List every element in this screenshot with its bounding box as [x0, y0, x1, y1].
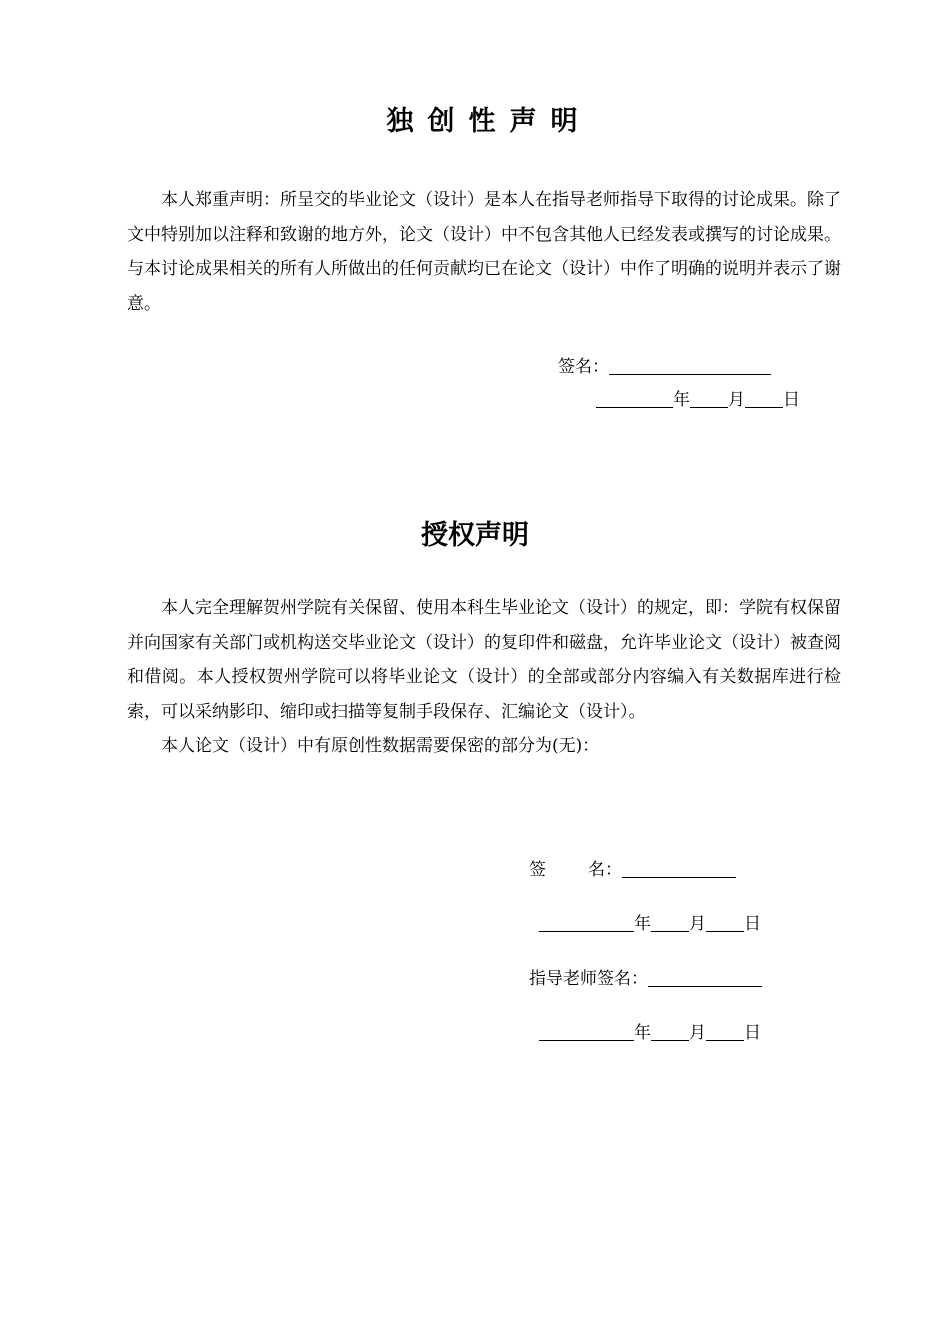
originality-paragraph: 本人郑重声明：所呈交的毕业论文（设计）是本人在指导老师指导下取得的讨论成果。除了文中特别加以注释和致谢的地方外，论文（设计）中不包含其他人已经发表或撰写的讨论成果。与本讨论成果相关的所有人所做出的任何贡献均已在论文（设计）中作了明确的说明并表示了谢意。	[127, 190, 841, 314]
authorization-title: 授权声明	[421, 520, 529, 551]
originality-day-label: 日	[783, 390, 800, 410]
originality-date-line	[596, 385, 800, 410]
originality-signature-line	[558, 352, 771, 377]
advisor-date-line	[539, 1018, 761, 1043]
advisor-signature-line	[529, 964, 762, 989]
authorization-date-line	[539, 909, 761, 934]
authorization-day-blank[interactable]	[706, 913, 744, 932]
authorization-month-blank[interactable]	[651, 913, 689, 932]
originality-month-label: 月	[728, 390, 745, 410]
originality-year-label: 年	[673, 390, 690, 410]
originality-paragraph-block	[127, 183, 841, 321]
authorization-paragraph-block	[127, 591, 841, 764]
advisor-day-blank[interactable]	[706, 1022, 744, 1041]
authorization-signature-line	[529, 855, 736, 880]
authorization-paragraph-2: 本人论文（设计）中有原创性数据需要保密的部分为(无)：	[161, 736, 600, 756]
originality-day-blank[interactable]	[745, 389, 783, 408]
originality-year-blank[interactable]	[596, 389, 673, 408]
originality-signature-label: 签名：	[558, 357, 609, 377]
advisor-signature-label: 指导老师签名：	[529, 969, 648, 989]
advisor-signature-blank[interactable]	[648, 968, 762, 987]
advisor-year-label: 年	[634, 1023, 651, 1043]
authorization-year-blank[interactable]	[539, 913, 634, 932]
authorization-month-label: 月	[689, 914, 706, 934]
advisor-month-blank[interactable]	[651, 1022, 689, 1041]
authorization-paragraph-1: 本人完全理解贺州学院有关保留、使用本科生毕业论文（设计）的规定，即：学院有权保留并向国家有关部门或机构送交毕业论文（设计）的复印件和磁盘，允许毕业论文（设计）被查阅和借阅。本人授权贺州学院可以将毕业论文（设计）的全部或部分内容编入有关数据库进行检索，可以采纳影印、缩印或扫描等复制手段保存、汇编论文（设计）。	[127, 598, 841, 722]
advisor-year-blank[interactable]	[539, 1022, 634, 1041]
authorization-day-label: 日	[744, 914, 761, 934]
originality-title: 独创性声明	[386, 106, 592, 137]
authorization-year-label: 年	[634, 914, 651, 934]
authorization-signature-label-b: 名：	[588, 860, 622, 880]
authorization-signature-blank[interactable]	[622, 859, 736, 878]
advisor-month-label: 月	[689, 1023, 706, 1043]
advisor-day-label: 日	[744, 1023, 761, 1043]
originality-month-blank[interactable]	[690, 389, 728, 408]
authorization-signature-label-a: 签	[529, 860, 546, 880]
originality-signature-blank[interactable]	[609, 356, 771, 375]
